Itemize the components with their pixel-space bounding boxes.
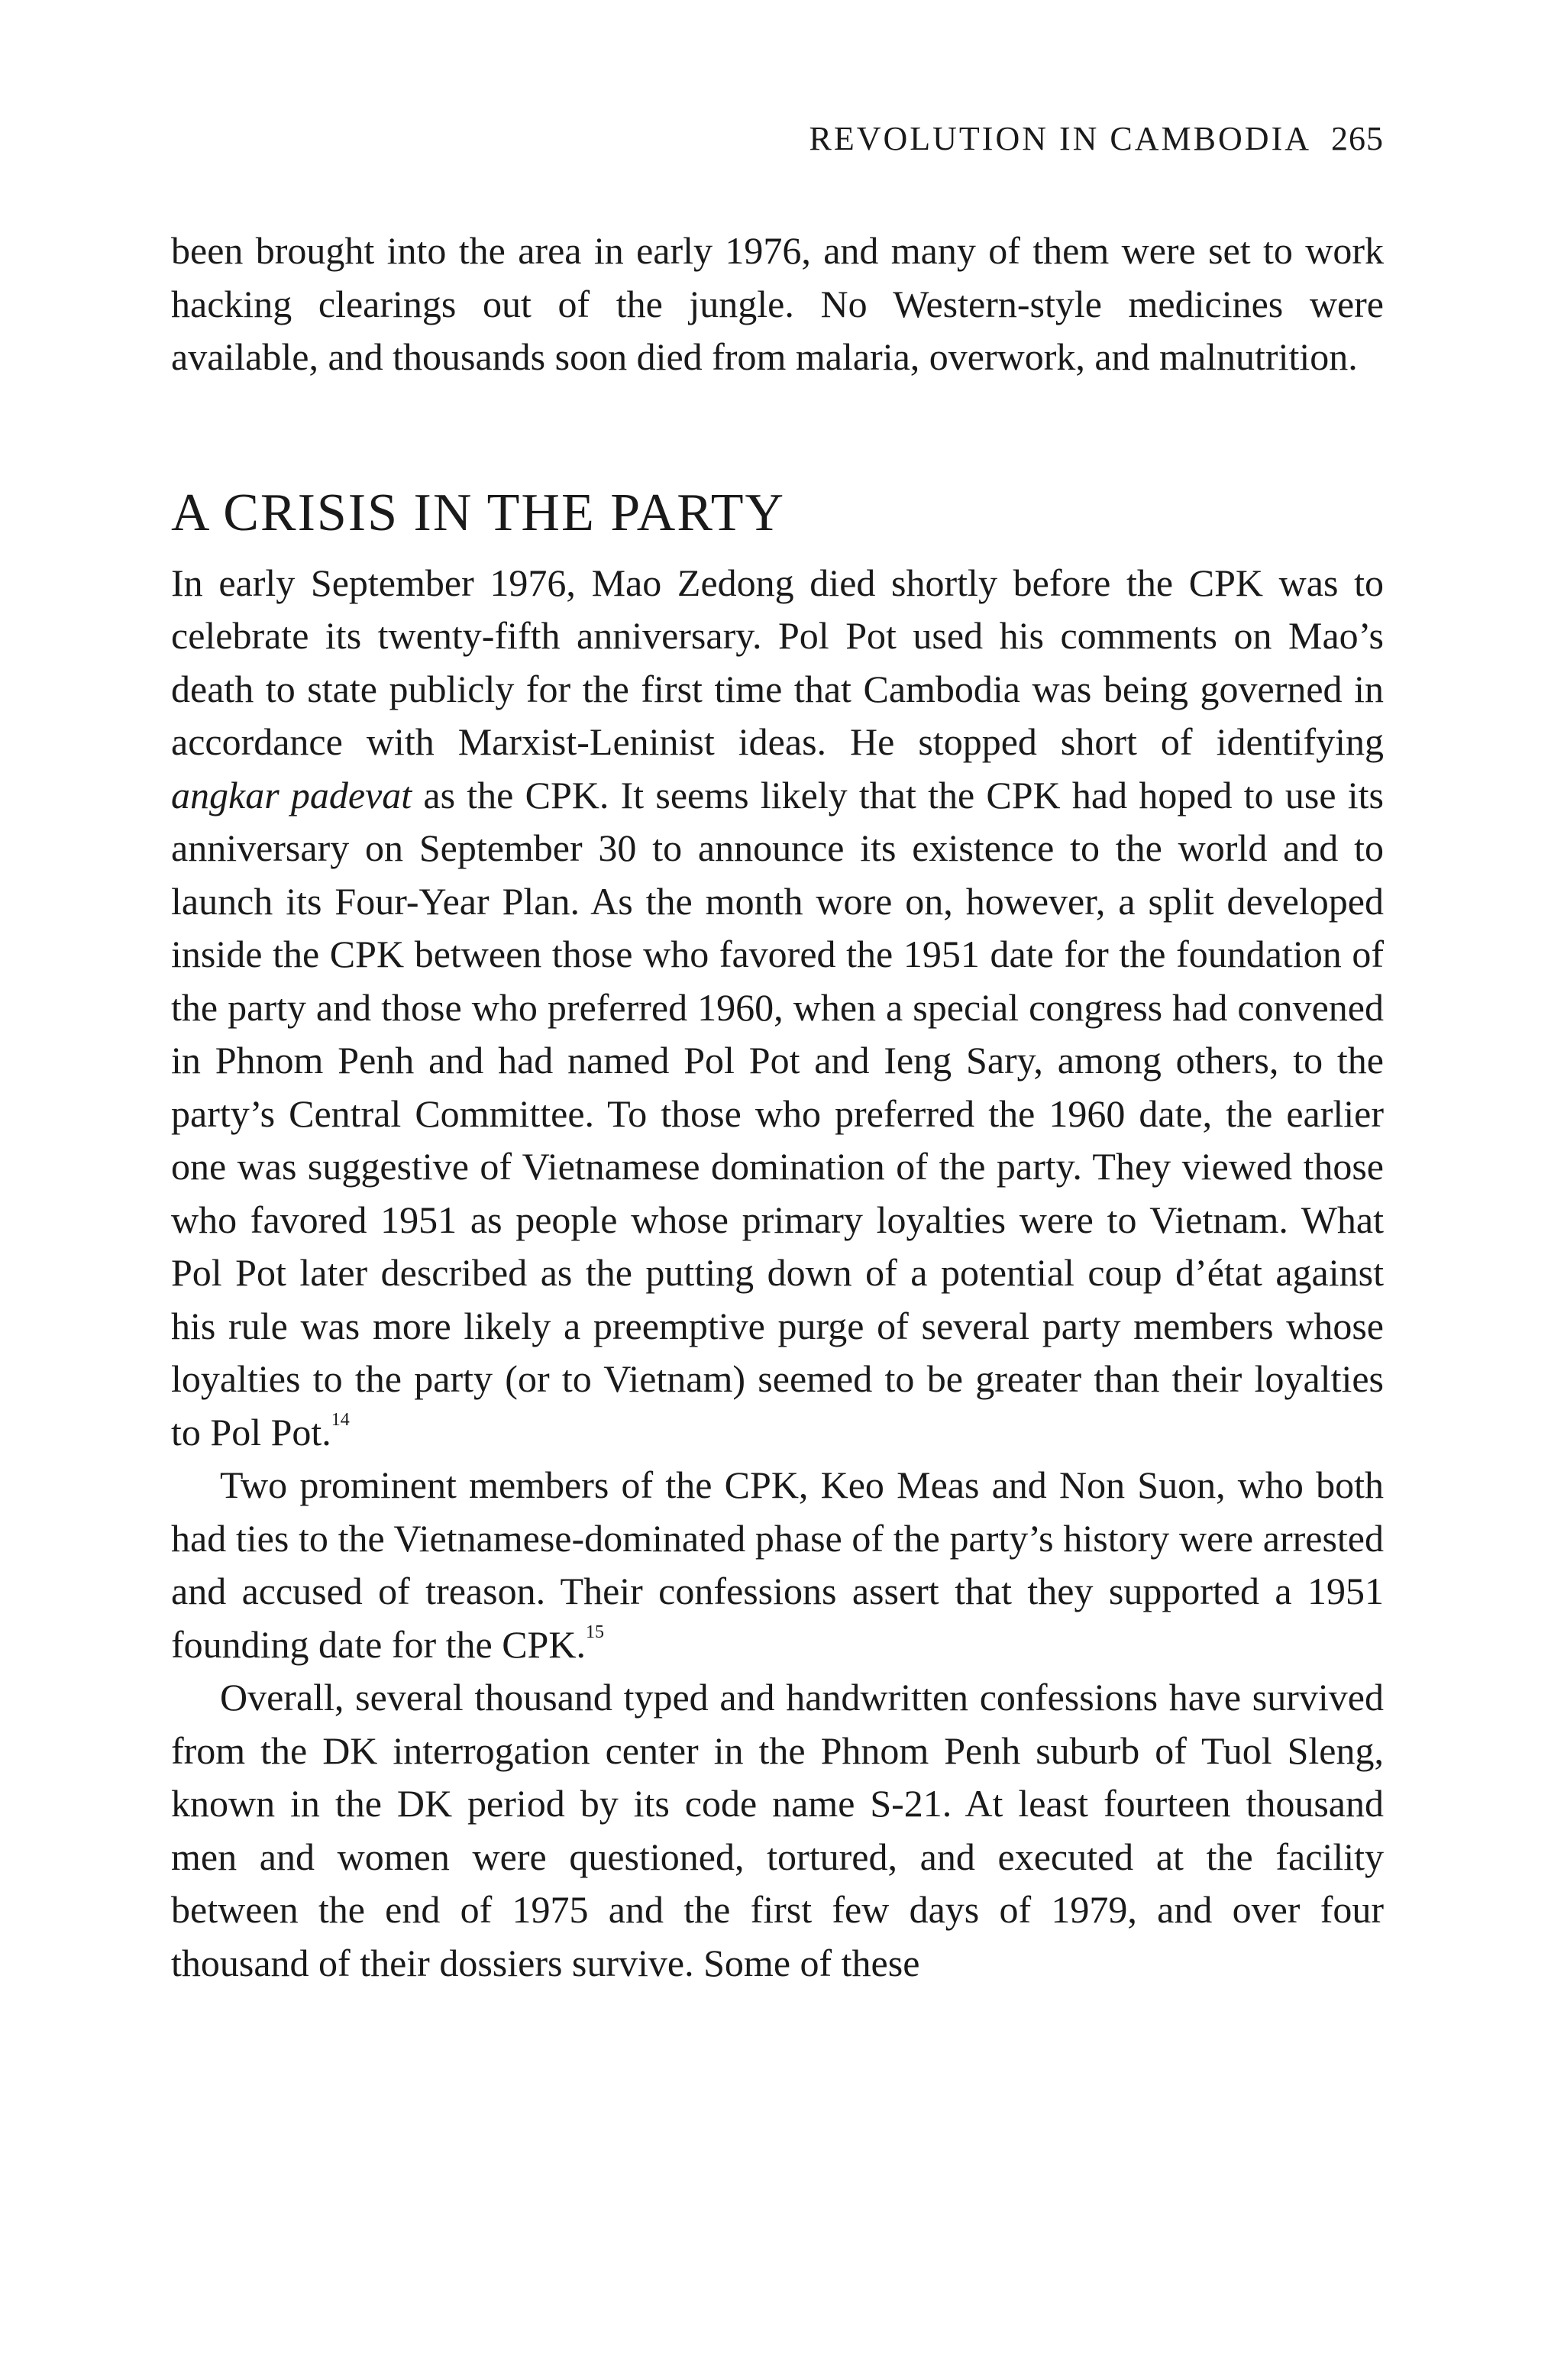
italic-term: angkar padevat xyxy=(171,773,412,817)
book-page xyxy=(171,122,1384,1990)
running-head-title: REVOLUTION IN CAMBODIA xyxy=(809,120,1311,157)
footnote-ref-14[interactable]: 14 xyxy=(331,1409,350,1430)
paragraph-continued: been brought into the area in early 1976, and many of them were set to work hacking clearings out of the jungle. No Western-style medicines were available, and thousands soon died from malaria, overwork, and malnutrition. xyxy=(171,229,1384,378)
section-paragraph-3: Overall, several thousand typed and handwritten confessions have survived from the DK interrogation center in the Phnom Penh suburb of Tuol Sleng, known in the DK period by its code name S-21. At least fourteen thousand men and women were questioned, tortured, and executed at the facility between the end of 1975 and the first few days of 1979, and over four thousand of their dossiers survive. Some of these xyxy=(171,1676,1384,1984)
section-paragraph-1 xyxy=(171,557,1384,1460)
paragraph-text: In early September 1976, Mao Zedong died shortly before the CPK was to celebrate its twenty-fifth anniversary. Pol Pot used his comments on Mao’s death to state publicly for the first time that Cambodia was being governed in accordance with Marxist-Leninist ideas. He stopped short of identifying xyxy=(171,561,1384,763)
running-head xyxy=(171,122,1384,156)
paragraph-text: as the CPK. It seems likely that the CPK had hoped to use its anniversary on September 30 to announce its existence to the world and to launch its Four-Year Plan. As the month wore on, however, a split developed inside the CPK between those who favored the 1951 date for the foundation of the party and those who preferred 1960, when a special congress had convened in Phnom Penh and had named Pol Pot and Ieng Sary, among others, to the party’s Central Committee. To those who preferred the 1960 date, the earlier one was suggestive of Vietnamese domination of the party. They viewed those who favored 1951 as people whose primary loyalties were to Vietnam. What Pol Pot later described as the putting down of a potential coup d’état against his rule was more likely a preemptive purge of several party members whose loyalties to the party (or to Vietnam) seemed to be greater than their loyalties to Pol Pot. xyxy=(171,773,1384,1454)
page-number: 265 xyxy=(1331,120,1384,157)
section-heading: A CRISIS IN THE PARTY xyxy=(171,483,786,542)
footnote-ref-15[interactable]: 15 xyxy=(585,1622,604,1642)
paragraph-text: Two prominent members of the CPK, Keo Meas and Non Suon, who both had ties to the Vietnamese-dominated phase of the party’s history were arrested and accused of treason. Their confessions assert that they supported a 1951 founding date for the CPK. xyxy=(171,1463,1384,1666)
section-paragraph-2 xyxy=(171,1459,1384,1671)
